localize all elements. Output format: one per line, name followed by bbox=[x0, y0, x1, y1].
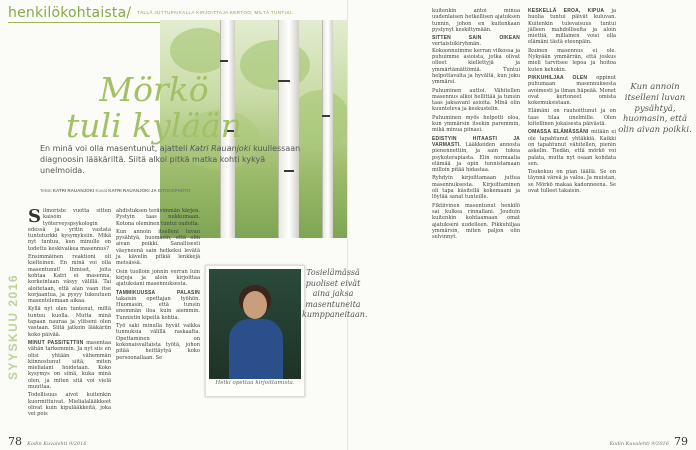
subheading: EDISTYIN HITAASTI JA VARMASTI. bbox=[432, 135, 520, 148]
paragraph: Kun annoin itselleni luvan pysähtyä, huomasin, että olin aivan poikki. Sanallisesti väsyneenä sain hetkeksi levätä ja kävelin pitkiä lenkkejä metsässä. bbox=[116, 228, 200, 267]
drop-cap: S bbox=[28, 206, 41, 227]
paragraph: Ensimmäinen reaktioni oli kielteinen. En minä voi olla masentunut! Ihmiset, joita kohtaa Katri ei masenna, korkeintaan väsyy välillä. Tai aloitetaan, että alan vaan itse korjaantua, ja pysyy tukeutuen masentelemaan aikaa. bbox=[28, 254, 111, 305]
paragraph: ahdistuksen terävimmän kärjen. Pystyin taas nukkumaan. Kotona oleminen tuntui oudolta. bbox=[116, 208, 200, 227]
right-page bbox=[348, 0, 696, 450]
subheading: MINUT PASSITETTIIN bbox=[28, 339, 84, 346]
paragraph: Toukokuu on pian täällä. Se on täynnä väreä ja valoa. Ja muistan, se Mörkö makaa kadonneena. Se ovat tulleet takaisin. bbox=[528, 169, 616, 195]
credit-photographer: KATRI RAUANJOKI JA ISTOCKPHOTO bbox=[108, 188, 191, 193]
paragraph: Kyllä nyt olen tuntenut, miltä tuntuu kuolla. Mutta minä tapaan nauraa ja ylitseni olen vastaan. Siitä jatkoin lääkäriin koko päivää. bbox=[28, 306, 111, 338]
footer-left bbox=[8, 430, 87, 449]
body-column-1 bbox=[28, 208, 111, 423]
paragraph: Elämäni on rauhoittunut ja on taas tilaa unelmille. Olen kiitollinen jokaisesta päivästä. bbox=[528, 108, 616, 128]
body-column-2 bbox=[116, 208, 200, 423]
paragraph: takaisin opettajan työhön. Huomasin, että tunsin enemmän iloa kuin aiemmin. Tunnistin kipeitä kohtia. bbox=[116, 295, 200, 321]
deck-author: Katri Rauanjoki bbox=[190, 144, 251, 153]
subheading: SITTEN SAIN OIKEAN bbox=[432, 35, 520, 42]
deck-text-1: En minä voi olla masentunut, ajatteli bbox=[40, 144, 191, 153]
body-column-4 bbox=[528, 8, 616, 423]
portrait-caption: Hetki opettaa kirjoittamista. bbox=[215, 380, 295, 386]
author-portrait-photo bbox=[205, 265, 305, 397]
subheading: TAMMIKUUSSA PALASIN bbox=[116, 289, 200, 296]
paragraph: Fiktiivinen masentunut henkilö sai kulkea rinnallani. Jouduin kuitenkin kohtaamaan omat ajatukseni uudelleen. Pikkuhiljaa ymmärsin, miten paljon olin selvinnyt. bbox=[432, 202, 520, 241]
article-credits bbox=[40, 188, 191, 193]
vertical-side-title bbox=[6, 230, 28, 380]
article-headline bbox=[64, 72, 244, 144]
headline-line-2: tuli kylään bbox=[66, 106, 242, 145]
paragraph: masentaa vähän tarkemmin. Ja nyt siis en olisi yhtään vähemmän kiinnostunut siitä, miten mielialani hoidetaan. Koko kysymys on siinä, kuka minä olen, ja miten sitä voi vielä muuttaa. bbox=[28, 339, 111, 391]
subheading: KESKELLÄ EROA, KIPUA bbox=[528, 8, 605, 14]
article-deck bbox=[40, 143, 305, 176]
footer-right bbox=[609, 430, 688, 449]
side-title-text: SYYSKUU 2016 bbox=[6, 273, 20, 380]
section-title: henkilökohtaista/ bbox=[8, 5, 132, 21]
paragraph: Lääkkeiden annosta pienennettiin, ja sain tukea psykoterapiasta. Elin normaalia elämää ja opin tunnistamaan milloin pitää hidastaa. bbox=[432, 141, 520, 174]
paragraph: Puhuminen auttoi. Vähitellen masennus alkoi hellittää ja tunsin taas jaksavani asioita. Minä olin kuunteleva ja keskustelin. bbox=[432, 87, 520, 113]
credit-writer: KATRI RAUANJOKI bbox=[52, 188, 95, 193]
magazine-name: Kodin Kuvalehti 9/2016 bbox=[27, 441, 87, 447]
headline-line-1: Mörkö bbox=[99, 70, 209, 109]
subheading: OMASSA ELÄMÄSSÄNI bbox=[528, 129, 589, 136]
credit-photo-label: Kuvat bbox=[94, 188, 109, 193]
body-column-3 bbox=[432, 8, 520, 423]
page-number: 78 bbox=[8, 435, 22, 448]
paragraph: Työ saki minulla hyvät vaikka tunnuksia välillä raskaalta. Opettaminen on kokonaisvaltaista työtä, johon pitää heittäytyä koko persoonallaan. Se bbox=[116, 323, 200, 361]
paragraph: ja huolia tuntui päivät kuluvan. Kuitenkin tulevaisuus tuntui jälleen mahdolliselta ja aloin miettiä, millainen voisi olla elämäni tästä eteenpäin. bbox=[528, 8, 616, 46]
paragraph: ilmoriste vuotta sitten kaisoin työterveyspsykologin edessä ja yritin vastata tuntuturkki kysymyksiin. Mikä nyt tuntuu, kun minulle on todettu keskivaikea masennus? bbox=[28, 208, 111, 252]
paragraph: Ryhdyin kirjoittamaan juttua masennuksesta. Kirjoittaminen oli tapa käsitellä kokemaani ja löytää sanat tunteille. bbox=[432, 175, 520, 201]
deck-text-2: kuullessaan diagnoosin lääkäriltä. Siitä alkoi pitkä matka kohti kykyä unelmoida. bbox=[40, 144, 301, 175]
subheading: PIKKUHILJAA OLEN bbox=[528, 74, 588, 81]
paragraph: kuitenkin antoi minua uudenlaisen hetkellisen ajatuksen tunnin, johon en kuitenkaan pystynyt keskittymään. bbox=[432, 8, 520, 33]
paragraph: Puhuminen myös helpotti oloa, kun ymmärsin itsekin paremmin, mikä minua piinasi. bbox=[432, 114, 520, 134]
paragraph: Todellisuus aivot kuitenkin kuormittuivat. Mielialalääkkeet olivat kuin kipulääkkeitä, joka vei pois bbox=[28, 392, 111, 418]
page-number: 79 bbox=[674, 435, 688, 448]
paragraph: Ikuinen masennus ei ole. Nykyään ymmärrän, että joskus mieli tarvitsee lepoa ja hoitoa kuten kehokin. bbox=[528, 47, 616, 73]
pull-quote-left: Tosielämässä puoliset eivät aina jaksa masentuneita kumppaneitaan. bbox=[302, 268, 368, 319]
section-tagline: TÄLLÄ JUTTUPAIKALLA KIRJOITTAJA KERTOO, MILTÄ TUNTUU. bbox=[137, 10, 294, 15]
paragraph: vertaistukiryhmän. Kokoonnuimme kerran viikossa ja puhuimme asioista, jotka olivat olleet kiellettyjä ja ymmärtämättömiä. Tuntui helpottavalta ja hyvältä, kun joku ymmärsi. bbox=[432, 41, 520, 86]
magazine-name: Kodin Kuvalehti 9/2016 bbox=[609, 441, 669, 447]
paragraph: mitään ei ole tapahtunut yhtäkkiä. Kaikki on tapahtunut vähitellen, pienin askelin. Tiedän, että mörkö voi palata, mutta nyt osaan kohdata sen. bbox=[528, 129, 617, 167]
credit-label: Teksti bbox=[40, 188, 53, 193]
pull-quote-right: Kun annoin itselleni luvan pysähtyä, huomasin, että olin aivan poikki. bbox=[618, 82, 692, 136]
paragraph: Osin tuolloin jonnin verran luin kirjoja ja aloin kirjoittaa ajatuksiani masennuksesta. bbox=[116, 268, 200, 288]
paragraph: oppinut puhumaan masennuksesta avoimesti ja ilman häpeää. Monet ovat kertoneet omista kokemuksistaan. bbox=[528, 74, 617, 107]
